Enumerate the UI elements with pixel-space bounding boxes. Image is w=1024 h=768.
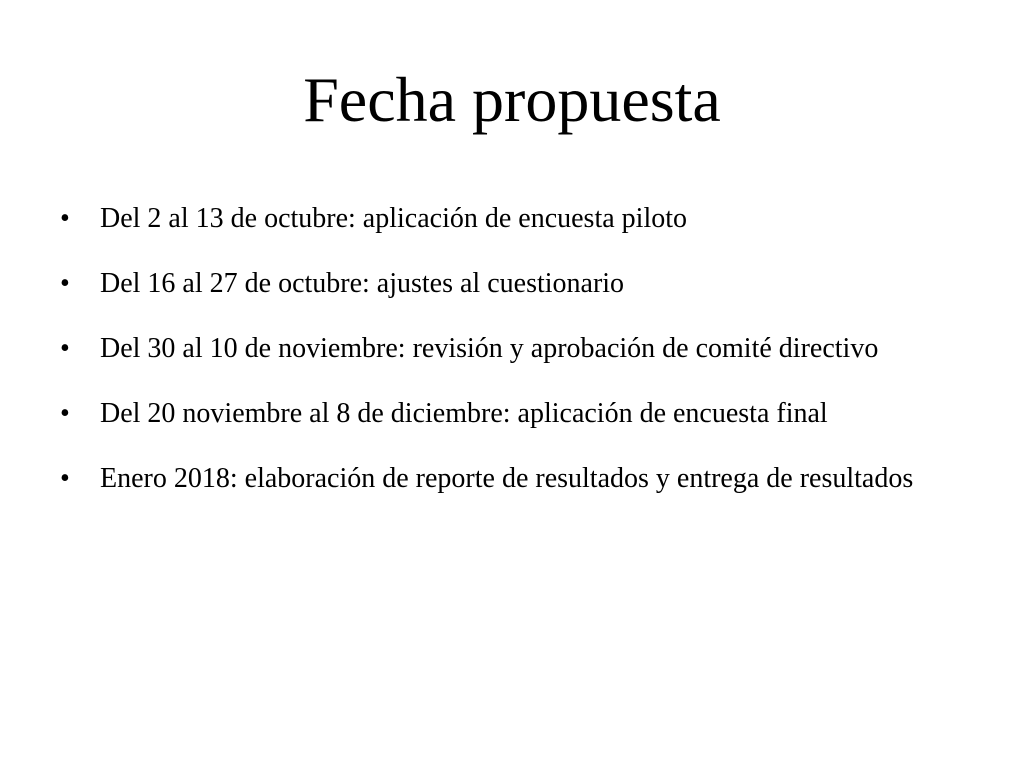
- bullet-marker: •: [60, 333, 70, 364]
- bullet-text: Enero 2018: elaboración de reporte de resultados y entrega de resultados: [100, 463, 914, 494]
- bullet-marker: •: [60, 463, 70, 494]
- bullet-marker: •: [60, 398, 70, 429]
- bullet-item-1: [60, 190, 964, 248]
- bullet-text: Del 16 al 27 de octubre: ajustes al cuestionario: [100, 268, 625, 299]
- slide-title: Fecha propuesta: [303, 64, 721, 135]
- bullet-text: Del 20 noviembre al 8 de diciembre: aplicación de encuesta final: [100, 398, 828, 429]
- bullet-marker: •: [60, 268, 70, 299]
- bullet-text: Del 2 al 13 de octubre: aplicación de encuesta piloto: [100, 203, 688, 234]
- bullet-text: Del 30 al 10 de noviembre: revisión y aprobación de comité directivo: [100, 333, 879, 364]
- bullet-item-4: [60, 385, 964, 443]
- bullet-list: [60, 190, 964, 515]
- bullet-marker: •: [60, 203, 70, 234]
- bullet-item-5: [60, 450, 964, 508]
- bullet-item-2: [60, 255, 964, 313]
- bullet-item-3: [60, 320, 964, 378]
